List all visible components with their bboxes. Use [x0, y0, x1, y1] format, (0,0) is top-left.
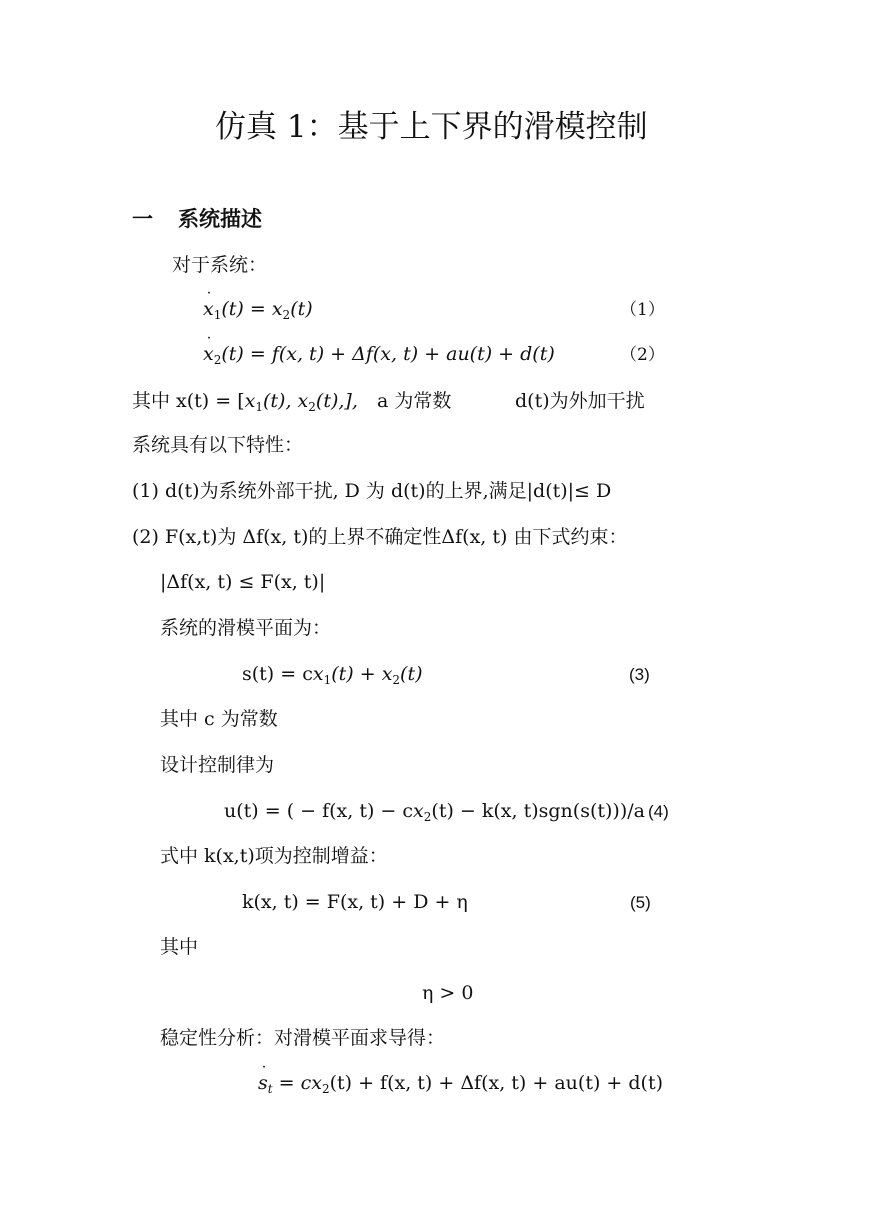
eq2-body: (t) = f(x, t) + Δf(x, t) + au(t) + d(t)	[221, 343, 555, 365]
eq4-a: u(t) = ( − f(x, t) − c	[224, 800, 414, 822]
where-x1: x	[244, 390, 256, 412]
equation-3	[242, 663, 423, 687]
surface-intro: 系统的滑模平面为：	[160, 617, 332, 639]
eq2-sub: 2	[213, 353, 222, 367]
eq1-body: (t) = x	[221, 298, 283, 320]
where-prefix: 其中 x(t) = [	[132, 390, 245, 412]
equation-5: k(x, t) = F(x, t) + D + η	[242, 891, 468, 913]
where-line	[132, 390, 358, 414]
property-2: (2) F(x,t)为 Δf(x, t)的上界不确定性Δf(x, t) 由下式约束：	[132, 526, 628, 548]
equation-2	[203, 343, 555, 367]
eq3-a: s(t) = c	[242, 663, 313, 685]
eq6-b: (t) + f(x, t) + Δf(x, t) + au(t) + d(t)	[329, 1072, 663, 1094]
equation-1-number: （1）	[620, 300, 665, 320]
equation-4	[224, 800, 645, 824]
eq1-tail: (t)	[290, 298, 313, 320]
disturbance-note: d(t)为外加干扰	[515, 390, 645, 412]
stability-analysis: 稳定性分析：对滑模平面求导得：	[160, 1027, 446, 1049]
eq3-c: (t)	[400, 663, 423, 685]
where-s2: 2	[308, 400, 316, 414]
eq3-x: x	[312, 663, 324, 685]
where-2: 其中	[160, 936, 199, 958]
where-end: (t),],	[315, 390, 358, 412]
equation-3-number: (3)	[629, 665, 650, 684]
eq1-lhs: ˙ x	[203, 300, 214, 319]
eq6-x: x	[311, 1072, 322, 1094]
eq2-lhs: ˙ x	[203, 345, 214, 364]
control-law-intro: 设计控制律为	[160, 754, 275, 776]
equation-5-number: (5)	[630, 893, 651, 912]
a-constant-note: a 为常数	[377, 390, 452, 412]
eq4-b: (t) − k(x, t)sgn(s(t)))/a	[431, 800, 645, 822]
eta-condition: η > 0	[422, 982, 474, 1004]
equation-6	[258, 1072, 663, 1096]
eq3-s2: 2	[392, 673, 401, 687]
c-constant-note: 其中 c 为常数	[160, 708, 278, 730]
section-heading: 系统描述	[178, 206, 262, 231]
where-mid: (t),	[263, 390, 298, 412]
properties-title: 系统具有以下特性：	[132, 434, 304, 456]
equation-2-number: （2）	[620, 345, 665, 365]
where-x2: x	[297, 390, 309, 412]
eq3-b: (t) +	[331, 663, 382, 685]
gain-intro: 式中 k(x,t)项为控制增益：	[160, 845, 388, 867]
eq6-s: ˙ s	[258, 1074, 268, 1093]
eq1-sub: 1	[213, 308, 222, 322]
eq6-xs: 2	[321, 1082, 330, 1096]
eq1-sub2: 2	[282, 308, 291, 322]
inequality: |Δf(x, t) ≤ F(x, t)|	[160, 571, 326, 593]
property-1: (1) d(t)为系统外部干扰, D 为 d(t)的上界,满足|d(t)|≤ D	[132, 480, 612, 502]
page-title: 仿真 1：基于上下界的滑模控制	[215, 109, 648, 145]
intro-text: 对于系统：	[172, 254, 268, 276]
eq4-s: 2	[423, 810, 432, 824]
where-s1: 1	[255, 400, 263, 414]
eq3-s: 1	[323, 673, 332, 687]
equation-1	[203, 298, 313, 322]
eq3-x2: x	[381, 663, 393, 685]
section-number: 一	[132, 206, 153, 231]
eq6-a: = c	[272, 1072, 312, 1094]
eq4-x: x	[413, 800, 424, 822]
eq6-sub: t	[267, 1082, 273, 1096]
equation-4-number: (4)	[648, 802, 669, 821]
